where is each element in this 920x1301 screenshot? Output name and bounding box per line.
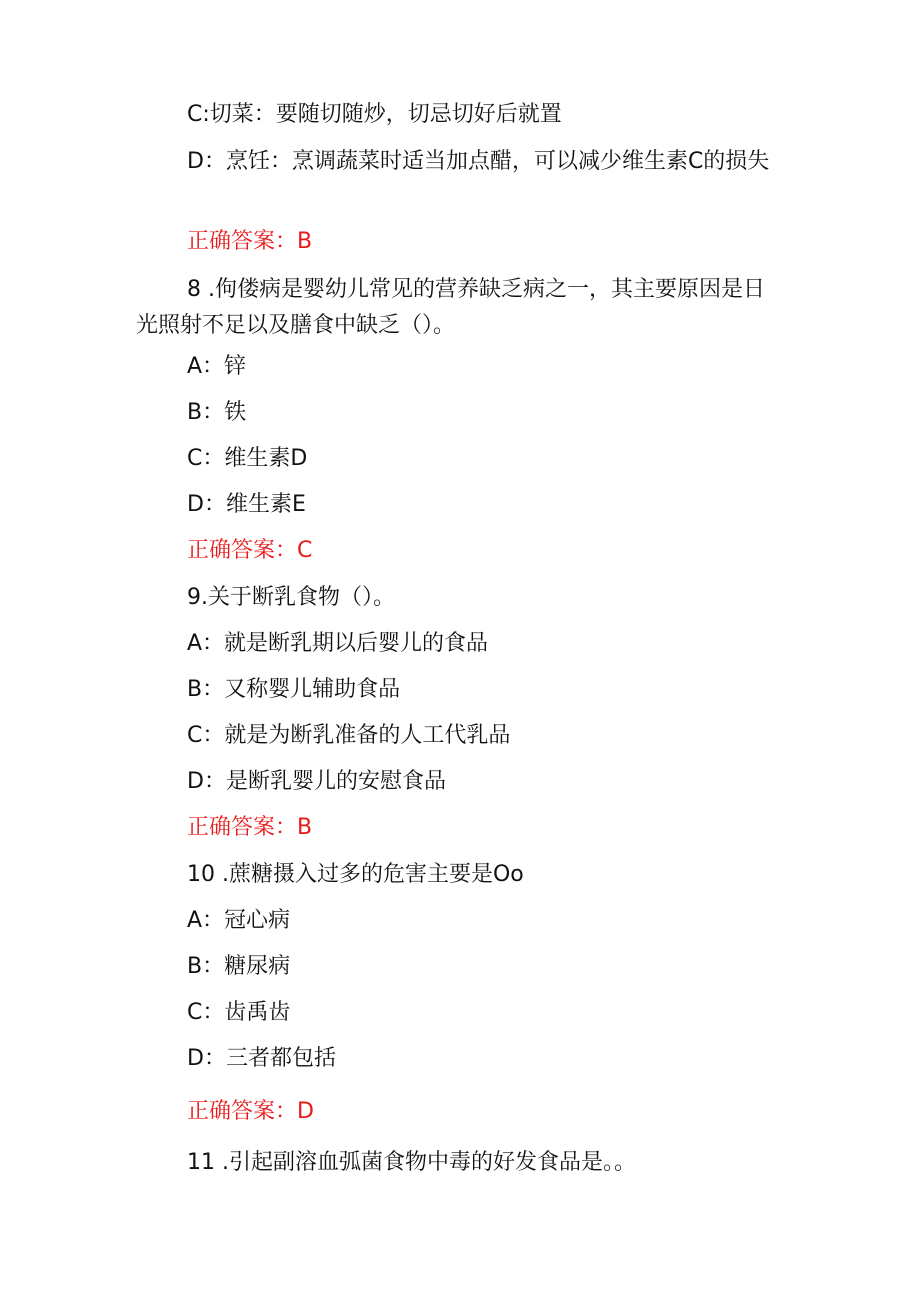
question-9-option-c: C：就是为断乳准备的人工代乳品 bbox=[187, 723, 511, 748]
question-10-option-d: D：三者都包括 bbox=[187, 1046, 336, 1071]
question-8-option-b: B：铁 bbox=[187, 400, 247, 425]
question-8-stem: 8 .佝偻病是婴幼儿常见的营养缺乏病之一，其主要原因是日光照射不足以及膳食中缺乏（）。 bbox=[136, 277, 765, 338]
question-11-stem: 11 .引起副溶血弧菌食物中毒的好发食品是。。 bbox=[187, 1150, 636, 1175]
question-8-answer: 正确答案：C bbox=[187, 538, 313, 563]
question-10-option-b: B：糖尿病 bbox=[187, 954, 291, 979]
question-9-answer: 正确答案：B bbox=[187, 815, 313, 840]
question-8-option-c: C：维生素D bbox=[187, 446, 308, 471]
answer-prev: 正确答案：B bbox=[187, 229, 313, 254]
question-9-option-b: B：又称婴儿辅助食品 bbox=[187, 677, 401, 702]
question-10-option-a: A：冠心病 bbox=[187, 908, 291, 933]
question-8-option-d: D：维生素E bbox=[187, 492, 306, 517]
question-10-option-c: C：齿禹齿 bbox=[187, 1000, 291, 1025]
question-9-option-a: A：就是断乳期以后婴儿的食品 bbox=[187, 631, 489, 656]
question-10-stem: 10 .蔗糖摄入过多的危害主要是Oo bbox=[187, 862, 524, 887]
option-c-prev: C:切菜：要随切随炒，切忌切好后就置 bbox=[187, 102, 562, 127]
question-9-stem: 9.关于断乳食物（）。 bbox=[187, 585, 395, 610]
option-d-prev: D：烹饪：烹调蔬菜时适当加点醋，可以减少维生素C的损失 bbox=[187, 149, 770, 174]
question-8-option-a: A：锌 bbox=[187, 354, 247, 379]
question-10-answer: 正确答案：D bbox=[187, 1099, 314, 1124]
question-9-option-d: D：是断乳婴儿的安慰食品 bbox=[187, 769, 446, 794]
